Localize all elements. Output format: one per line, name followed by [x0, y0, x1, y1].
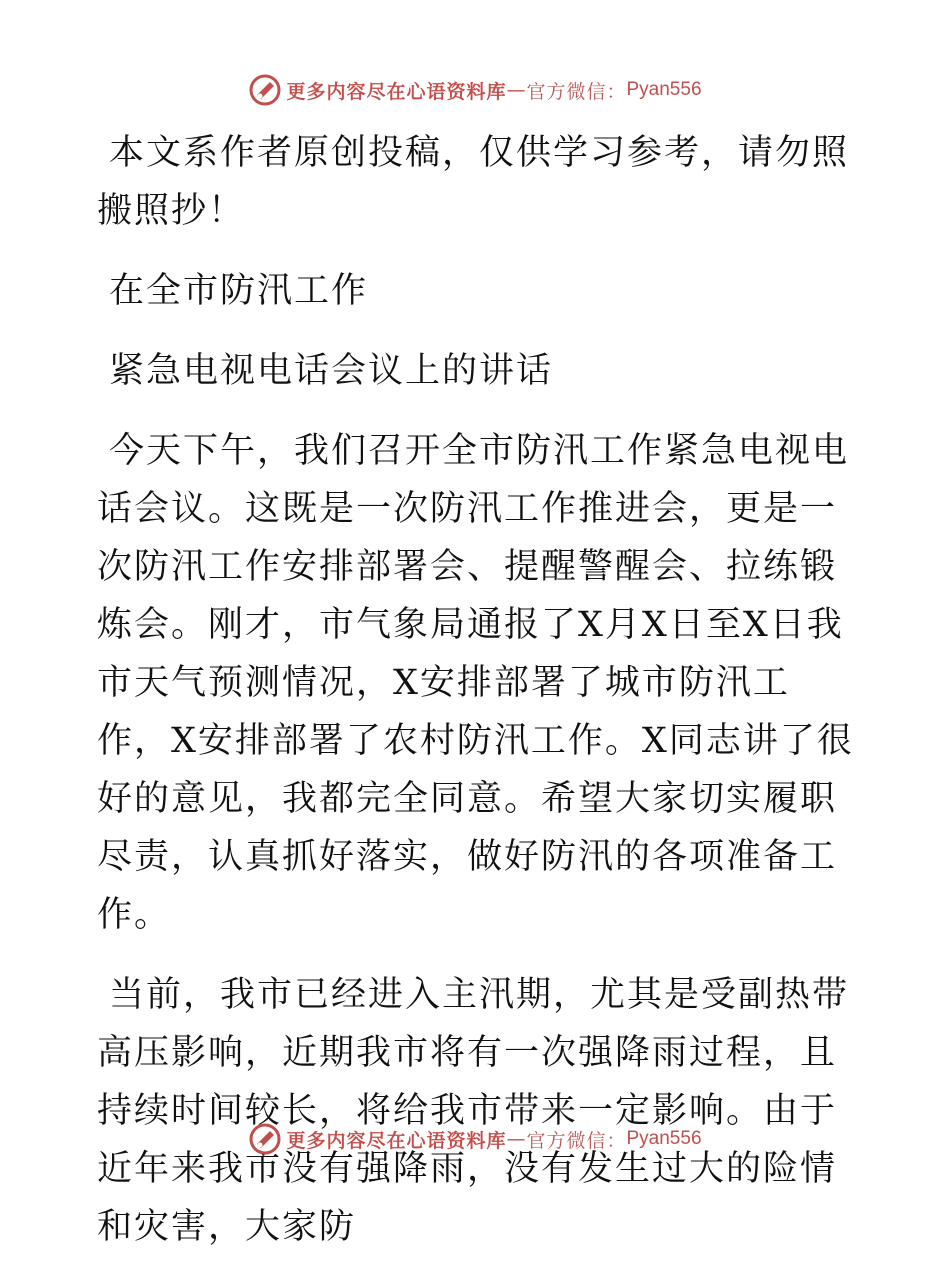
header-watermark: [0, 70, 950, 110]
watermark-separator: —: [506, 1128, 527, 1150]
watermark-label: 官方微信：: [526, 1129, 627, 1152]
watermark-account: Pyan556: [626, 79, 702, 100]
watermark-separator: —: [506, 79, 527, 101]
brand-logo-icon: [248, 1122, 282, 1156]
speech-title-line-1: 在全市防汛工作: [109, 271, 369, 311]
footer-watermark: [0, 1119, 950, 1159]
watermark-label: 官方微信：: [526, 80, 627, 103]
copyright-notice: 本文系作者原创投稿，仅供学习参考，请勿照搬照抄！: [97, 133, 850, 231]
watermark-brand: 更多内容尽在心语资料库: [286, 80, 507, 103]
watermark-brand: 更多内容尽在心语资料库: [286, 1129, 507, 1152]
body-paragraph: 当前，我市已经进入主汛期，尤其是受副热带高压影响，近期我市将有一次强降雨过程，且持续时间较长，将给我市带来一定影响。由于近年来我市没有强降雨，没有发生过大的险情和灾害，大家防: [97, 975, 850, 1247]
brand-logo-icon: [248, 73, 282, 107]
speech-title-line-2: 紧急电视电话会议上的讲话: [109, 351, 554, 391]
body-paragraph: 今天下午，我们召开全市防汛工作紧急电视电话会议。这既是一次防汛工作推进会，更是一次防汛工作安排部署会、提醒警醒会、拉练锻炼会。刚才，市气象局通报了X月X日至X日我市天气预测情况，X安排部署了城市防汛工作，X安排部署了农村防汛工作。X同志讲了很好的意见，我都完全同意。希望大家切实履职尽责，认真抓好落实，做好防汛的各项准备工作。: [97, 431, 854, 935]
watermark-account: Pyan556: [626, 1128, 702, 1149]
document-body: [97, 124, 857, 1278]
